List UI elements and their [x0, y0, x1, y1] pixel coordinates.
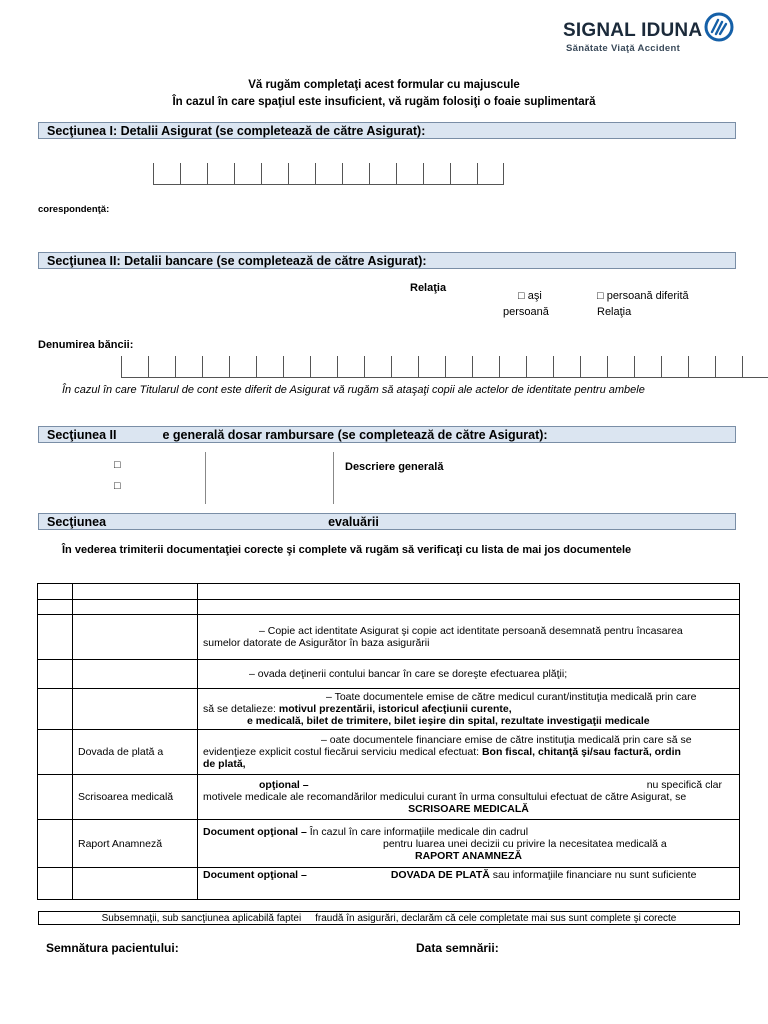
row-6-text-c: de plată, [203, 758, 246, 770]
row-7-text-a-right: nu specifică clar [646, 779, 722, 791]
table-row [38, 660, 740, 689]
correspondence-label: corespondenţă: [38, 204, 110, 215]
table-row [38, 689, 740, 730]
intro-line-1: Vă rugăm completaţi acest formular cu majuscule [248, 79, 520, 91]
claim-type-checkbox-1[interactable]: □ [114, 459, 121, 471]
account-holder-note: În cazul în care Titularul de cont este diferit de Asigurat vă rugăm să ataşaţi copii ale actelor de identitate pentru ambele [62, 384, 645, 396]
section-4-title-b: evaluării [328, 515, 379, 529]
row-5-text-c: e medicală, bilet de trimitere, bilet ieşire din spital, rezultate investigaţii medicale [247, 715, 650, 727]
row-5-text-a: – Toate documentele emise de către medicul curant/instituţia medicală prin care [326, 691, 697, 703]
brand-logo-icon [704, 12, 734, 42]
row-6-text-b-bold: Bon fiscal, chitanţă şi/sau factură, ordin [481, 746, 681, 758]
row-3-text-b: sumelor datorate de Asigurător în baza asigurării [203, 637, 430, 649]
table-row [38, 868, 740, 900]
row-9-text-a-bold: Document opţional – [203, 869, 307, 881]
table-row [38, 730, 740, 775]
section-1-title: Secţiunea I: Detalii Asigurat (se completează de către Asigurat): [38, 122, 736, 139]
checkbox-cell[interactable] [38, 868, 73, 900]
declaration-text: Subsemnaţii, sub sancţiunea aplicabilă faptei fraudă în asigurări, declarăm că cele completate mai sus sunt complete şi corecte [38, 911, 740, 925]
checkbox-cell[interactable] [38, 820, 73, 868]
section-4-title [38, 513, 736, 530]
row-6-name: Dovada de plată a [73, 730, 198, 775]
row-5-text-b-bold: motivul prezentării, istoricul afecţiunii curente, [278, 703, 512, 715]
different-person-checkbox[interactable]: □ persoană diferită [597, 290, 689, 302]
same-person-label: persoană [503, 306, 549, 318]
checkbox-cell[interactable] [38, 615, 73, 660]
patient-signature-label: Semnătura pacientului: [46, 941, 179, 955]
brand-name: SIGNAL IDUNA [563, 20, 703, 41]
brand-tagline: Sănătate Viaţă Accident [566, 43, 681, 54]
section-3-title-a: Secţiunea II [47, 428, 117, 442]
row-8-text-b: pentru luarea unei decizii cu privire la necesitatea medicală a [383, 837, 667, 850]
row-8-text-c: RAPORT ANAMNEZĂ [415, 849, 522, 862]
relation-label: Relaţia [410, 282, 447, 294]
section-4-title-a: Secţiunea [47, 515, 107, 529]
checkbox-cell[interactable] [38, 730, 73, 775]
row-7-text-a-bold: opţional – [259, 779, 309, 791]
section-3-title [38, 426, 736, 443]
table-row [38, 600, 740, 615]
row-8-text-a-bold: Document opţional – [203, 825, 307, 838]
table-row [38, 775, 740, 820]
section-3-divider-2 [333, 452, 334, 504]
checklist-instruction: În vederea trimiterii documentaţiei corecte şi complete vă rugăm să verificaţi cu lista de mai jos documentele [62, 544, 632, 556]
signature-date-label: Data semnării: [416, 941, 499, 955]
section-3-title-b: e generală dosar rambursare (se completează de către Asigurat): [162, 428, 548, 442]
documents-checklist-table [37, 583, 740, 900]
intro-line-2: În cazul în care spaţiul este insuficient, vă rugăm folosiţi o foaie suplimentară [172, 96, 596, 108]
row-4-text: – ovada deţinerii contului bancar în care se doreşte efectuarea plăţii; [249, 668, 568, 680]
bank-name-label: Denumirea băncii: [38, 339, 134, 351]
checkbox-cell[interactable] [38, 689, 73, 730]
same-person-checkbox[interactable]: □ aşi [518, 290, 542, 302]
table-row [38, 584, 740, 600]
row-7-name: Scrisoarea medicală [73, 775, 198, 820]
row-7-text-b: motivele medicale ale recomandărilor medicului curant în urma consultului efectuat de către Asigurat, se [203, 791, 687, 803]
row-8-text-a: În cazul în care informaţiile medicale din cadrul [306, 825, 529, 838]
row-3-text-a: – Copie act identitate Asigurat şi copie act identitate persoană desemnată pentru încasarea [259, 625, 683, 637]
checkbox-cell[interactable] [38, 660, 73, 689]
row-9-text-b-bold: DOVADA DE PLATĂ [390, 869, 490, 881]
row-7-text-c: SCRISOARE MEDICALĂ [408, 803, 529, 815]
insured-code-boxes[interactable] [153, 163, 504, 185]
row-6-text-a: – oate documentele financiare emise de către instituţia medicală prin care să se [321, 734, 692, 746]
claim-type-checkbox-2[interactable]: □ [114, 480, 121, 492]
row-8-name: Raport Anamneză [73, 820, 198, 868]
iban-boxes[interactable] [121, 356, 768, 378]
checkbox-cell[interactable] [38, 775, 73, 820]
row-5-text-b: să se detalieze: [203, 703, 279, 715]
table-row [38, 820, 740, 868]
general-description-label: Descriere generală [345, 461, 444, 473]
row-9-text-b: sau informaţiile financiare nu sunt suficiente [489, 869, 697, 881]
table-row [38, 615, 740, 660]
section-2-title: Secţiunea II: Detalii bancare (se completează de către Asigurat): [38, 252, 736, 269]
section-3-divider-1 [205, 452, 206, 504]
different-person-relation-label: Relaţia [597, 306, 632, 318]
row-6-text-b: evidenţieze explicit costul fiecărui serviciu medical efectuat: [203, 746, 482, 758]
